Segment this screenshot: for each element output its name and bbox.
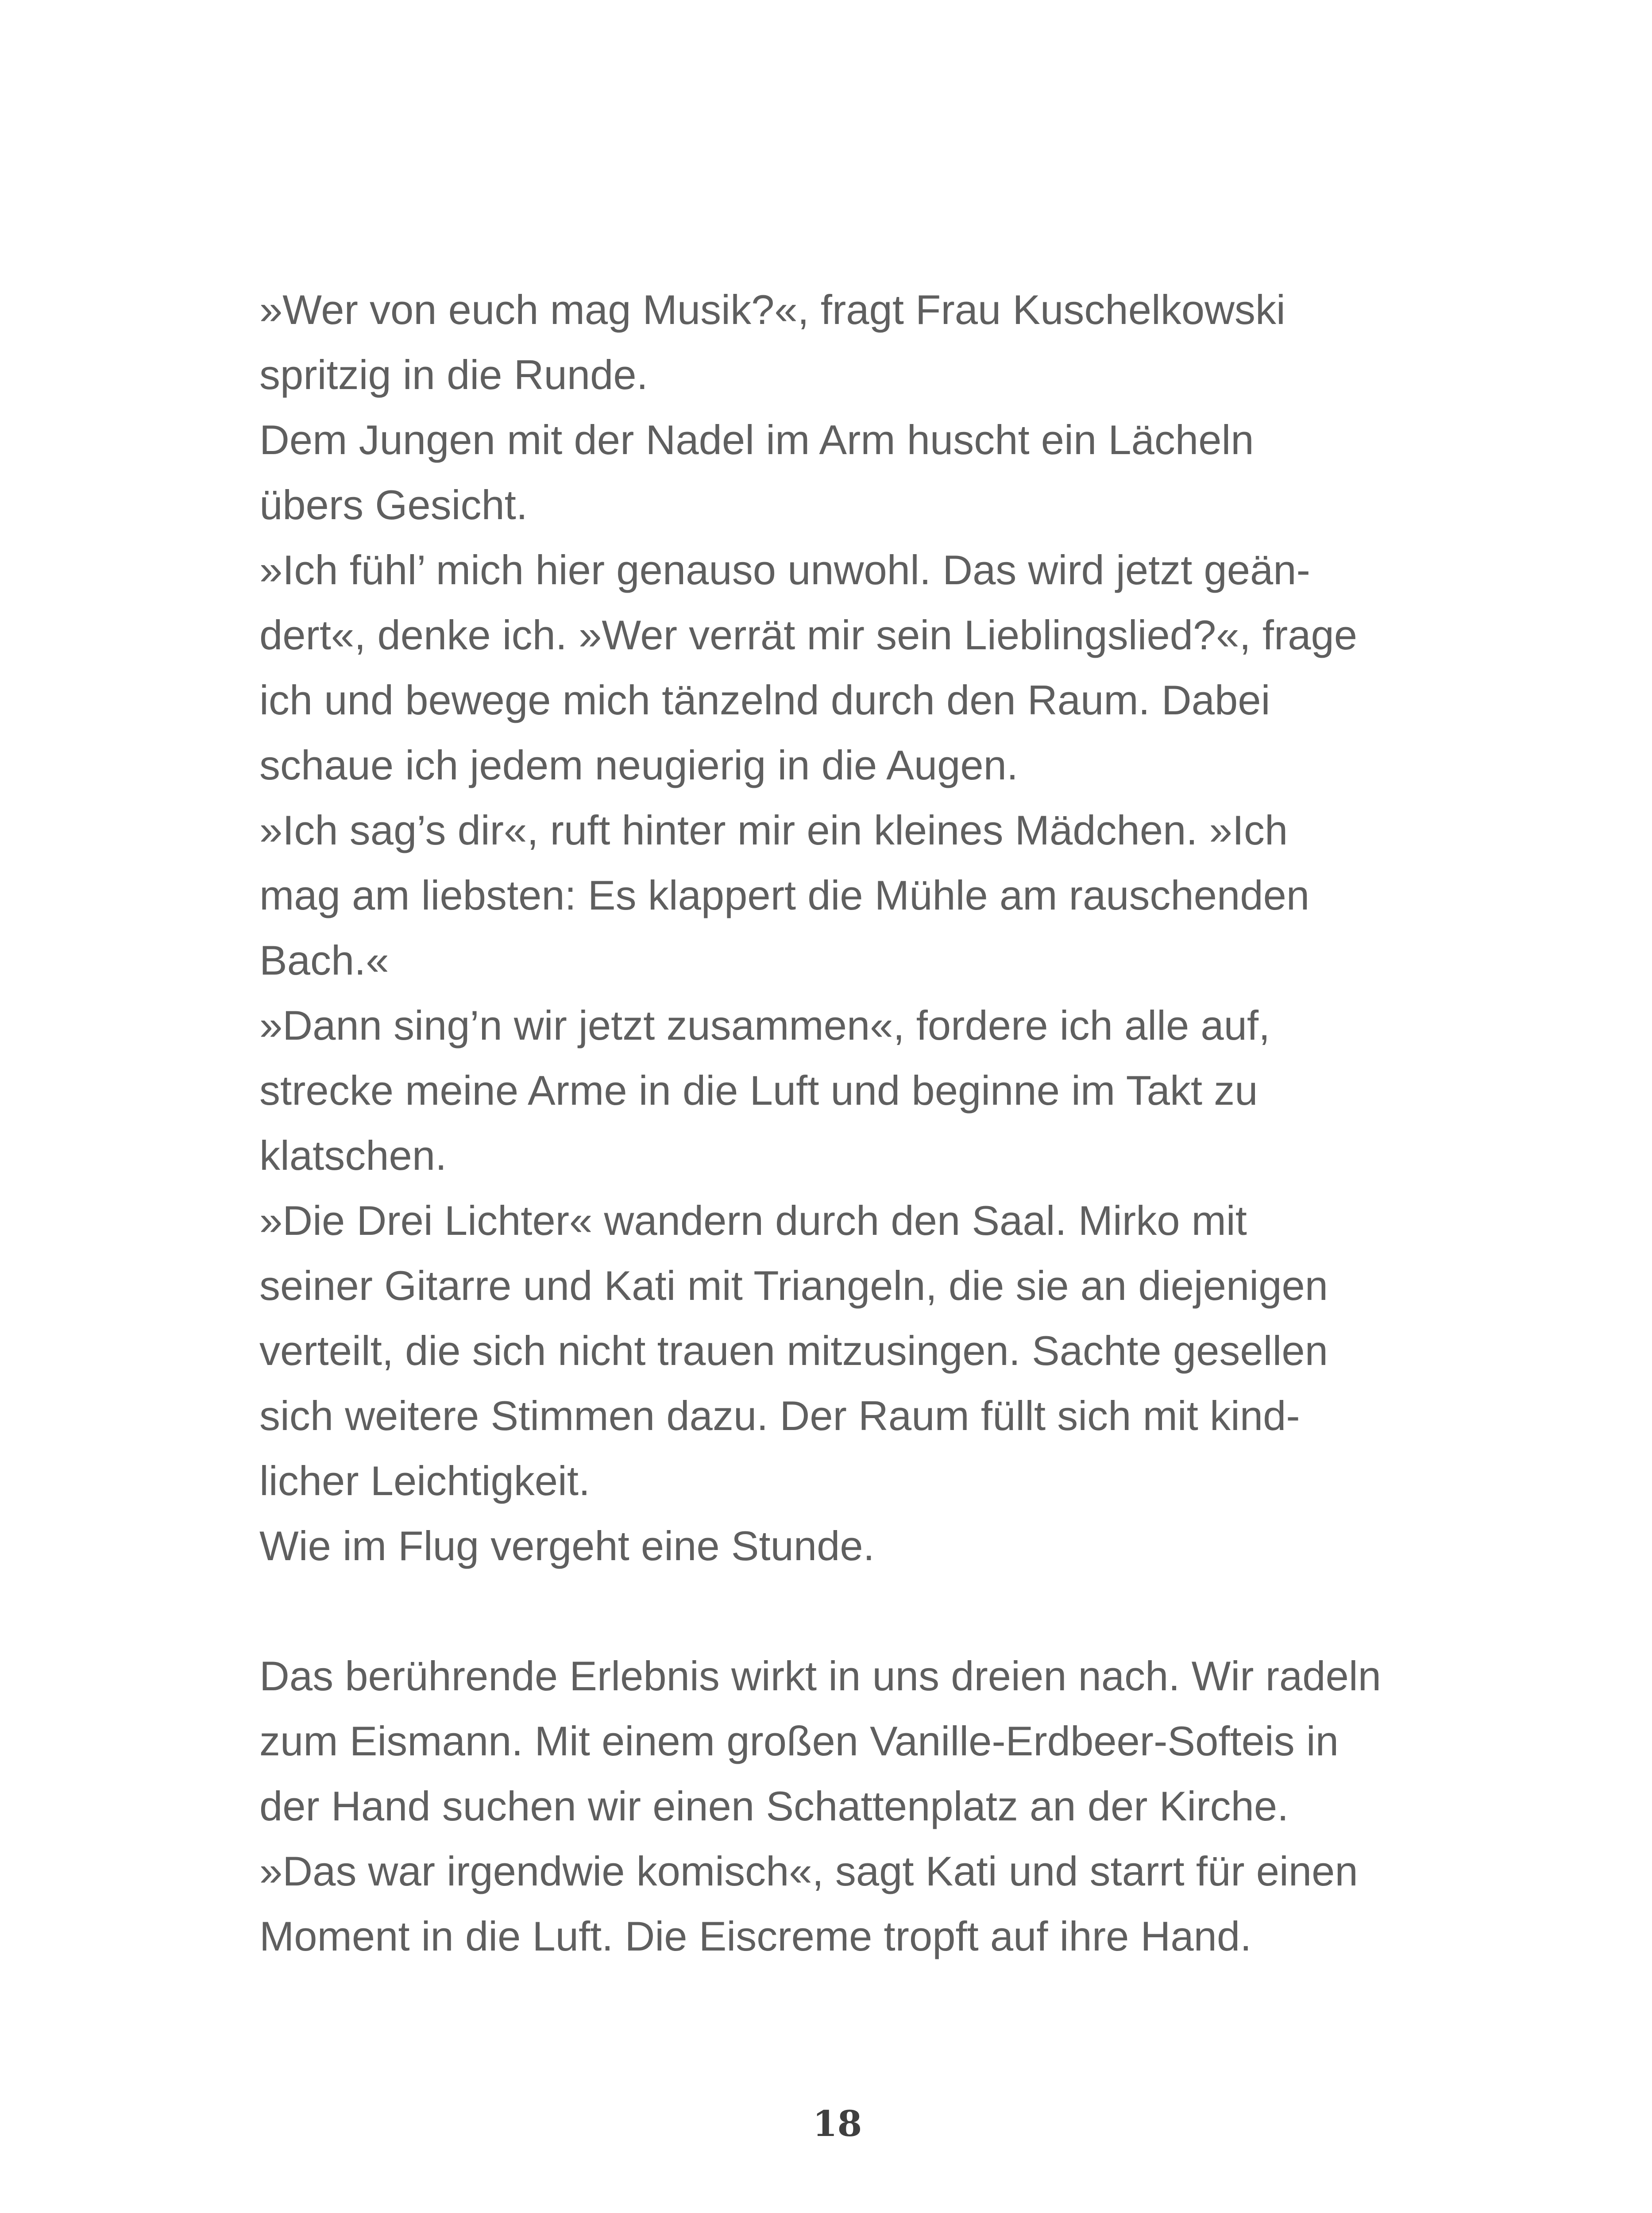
text-line: Das berührende Erlebnis wirkt in uns dreien nach. Wir radeln	[259, 1653, 1382, 1699]
text-line: sich weitere Stimmen dazu. Der Raum füllt sich mit kind-	[259, 1392, 1300, 1439]
text-line: ich und bewege mich tänzelnd durch den Raum. Dabei	[259, 677, 1270, 723]
page-number: 18	[813, 2103, 862, 2144]
text-line: dert«, denke ich. »Wer verrät mir sein Lieblingslied?«, frage	[259, 612, 1358, 658]
text-line: »Ich fühl’ mich hier genauso unwohl. Das wird jetzt geän-	[259, 547, 1310, 593]
text-line: »Das war irgendwie komisch«, sagt Kati und starrt für einen	[259, 1848, 1358, 1894]
text-line: zum Eismann. Mit einem großen Vanille-Erdbeer-Softeis in	[259, 1718, 1339, 1764]
text-line: Moment in die Luft. Die Eiscreme tropft auf ihre Hand.	[259, 1913, 1252, 1959]
text-line: klatschen.	[259, 1132, 447, 1179]
text-line: seiner Gitarre und Kati mit Triangeln, die sie an diejenigen	[259, 1262, 1328, 1309]
text-line: »Ich sag’s dir«, ruft hinter mir ein kleines Mädchen. »Ich	[259, 807, 1288, 853]
text-line: licher Leichtigkeit.	[259, 1457, 591, 1504]
text-line: mag am liebsten: Es klappert die Mühle am rauschenden	[259, 872, 1310, 918]
text-line: Wie im Flug vergeht eine Stunde.	[259, 1523, 875, 1569]
text-line: der Hand suchen wir einen Schattenplatz an der Kirche.	[259, 1783, 1289, 1829]
text-line: »Wer von euch mag Musik?«, fragt Frau Kuschelkowski	[259, 286, 1285, 333]
text-line: Bach.«	[259, 937, 389, 983]
text-line: »Die Drei Lichter« wandern durch den Saal. Mirko mit	[259, 1197, 1247, 1244]
text-line: übers Gesicht.	[259, 482, 528, 528]
text-line: schaue ich jedem neugierig in die Augen.	[259, 742, 1019, 788]
text-line: spritzig in die Runde.	[259, 351, 648, 398]
text-line: verteilt, die sich nicht trauen mitzusingen. Sachte gesellen	[259, 1327, 1328, 1374]
text-line: strecke meine Arme in die Luft und beginne im Takt zu	[259, 1067, 1258, 1114]
text-line: Dem Jungen mit der Nadel im Arm huscht ein Lächeln	[259, 416, 1254, 463]
text-line: »Dann sing’n wir jetzt zusammen«, fordere ich alle auf,	[259, 1002, 1270, 1049]
